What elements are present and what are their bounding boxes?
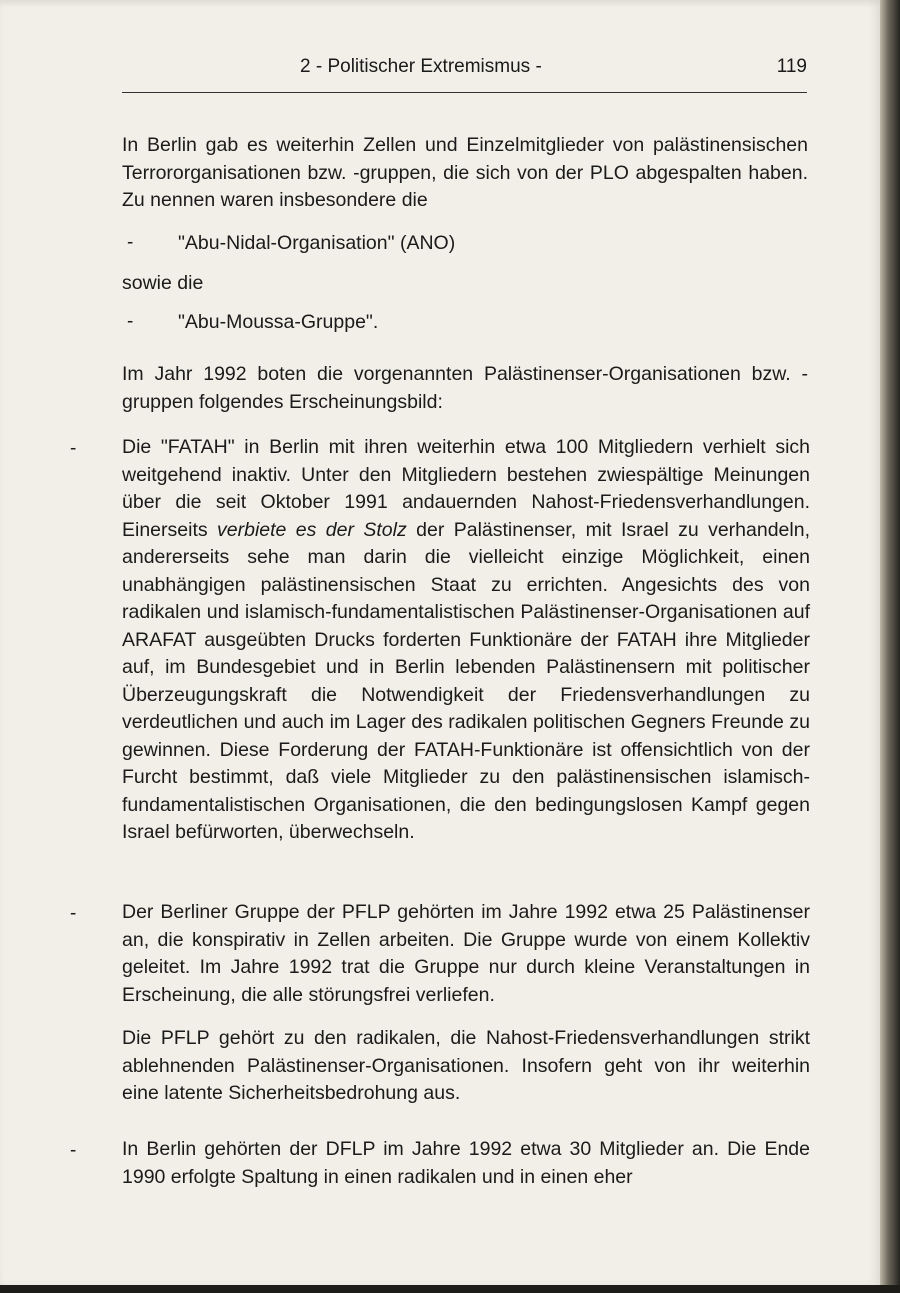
intro-paragraph: In Berlin gab es weiterhin Zellen und Einzelmitglieder von palästinensischen Terrororganisationen bzw. -gruppen, die sich von der PLO abgespalten haben. Zu nennen waren insbesondere die <box>122 134 808 211</box>
item-dash-pflp: - <box>70 903 77 924</box>
connector-text: sowie die <box>122 272 204 294</box>
pflp-followup-paragraph: Die PFLP gehört zu den radikalen, die Nahost-Friedensverhandlungen strikt ablehnenden Palästinenser-Organisationen. Insofern geht von ihr weiterhin eine latente Sicherheitsbedrohung aus. <box>122 1027 810 1104</box>
org-abu-moussa: "Abu-Moussa-Gruppe". <box>178 311 379 333</box>
running-header <box>122 52 807 92</box>
lead-paragraph: Im Jahr 1992 boten die vorgenannten Palästinenser-Organisationen bzw. -gruppen folgendes Erscheinungsbild: <box>122 363 808 413</box>
org-abu-nidal: "Abu-Nidal-Organisation" (ANO) <box>178 232 456 254</box>
intro-dash-1: - <box>127 232 134 253</box>
fatah-text-end: der Palästinenser, mit Israel zu verhandeln, andererseits sehe man darin die vielleicht einzige Möglichkeit, einen unabhängigen palästinensischen Staat zu errichten. Angesichts des von radikalen und islamisch-fundamentalistischen Palästinenser-Organisationen auf ARAFAT ausgeübten Drucks forderten Funktionäre der FATAH ihre Mitglieder auf, im Bundesgebiet und in Berlin lebenden Palästinensern mit politischer Überzeugungskraft die Notwendigkeit der Friedensverhandlungen zu verdeutlichen und auch im Lager des radikalen politischen Gegners Freunde zu gewinnen. Diese Forderung der FATAH-Funktionäre ist offensichtlich von der Furcht bestimmt, daß viele Mitglieder zu den palästinensischen islamisch-fundamentalistischen Organisationen, die den bedingungslosen Kampf gegen Israel befürworten, überwechseln. <box>122 518 810 843</box>
scan-bottom-edge <box>0 1285 900 1293</box>
dflp-paragraph: In Berlin gehörten der DFLP im Jahre 1992 etwa 30 Mitglieder an. Die Ende 1990 erfolgte Spaltung in einen radikalen und in einen eher <box>122 1138 810 1188</box>
fatah-paragraph <box>122 434 810 847</box>
book-spine-edge <box>880 0 900 1293</box>
fatah-text-start: Die "FATAH" in Berlin mit ihren weiterhin etwa 100 Mitgliedern verhielt sich weitgehend inaktiv. Unter den Mitgliedern bestehen zwiespältige Meinungen über die seit Oktober 1991 andauernden Nahost-Friedensverhandlungen. Einerseits <box>122 436 810 541</box>
page-number: 119 <box>776 56 807 77</box>
chapter-title: 2 - Politischer Extremismus - <box>300 56 542 77</box>
header-rule <box>122 92 807 93</box>
item-dash-dflp: - <box>70 1140 77 1161</box>
fatah-emphasis: verbiete es der Stolz <box>217 518 407 541</box>
item-dash-fatah: - <box>70 438 77 459</box>
intro-dash-2: - <box>127 311 134 332</box>
pflp-paragraph: Der Berliner Gruppe der PFLP gehörten im Jahre 1992 etwa 25 Palästinenser an, die konspirativ in Zellen arbeiten. Die Gruppe wurde von einem Kollektiv geleitet. Im Jahre 1992 trat die Gruppe nur durch kleine Veranstaltungen in Erscheinung, die alle störungsfrei verliefen. <box>122 901 810 1006</box>
